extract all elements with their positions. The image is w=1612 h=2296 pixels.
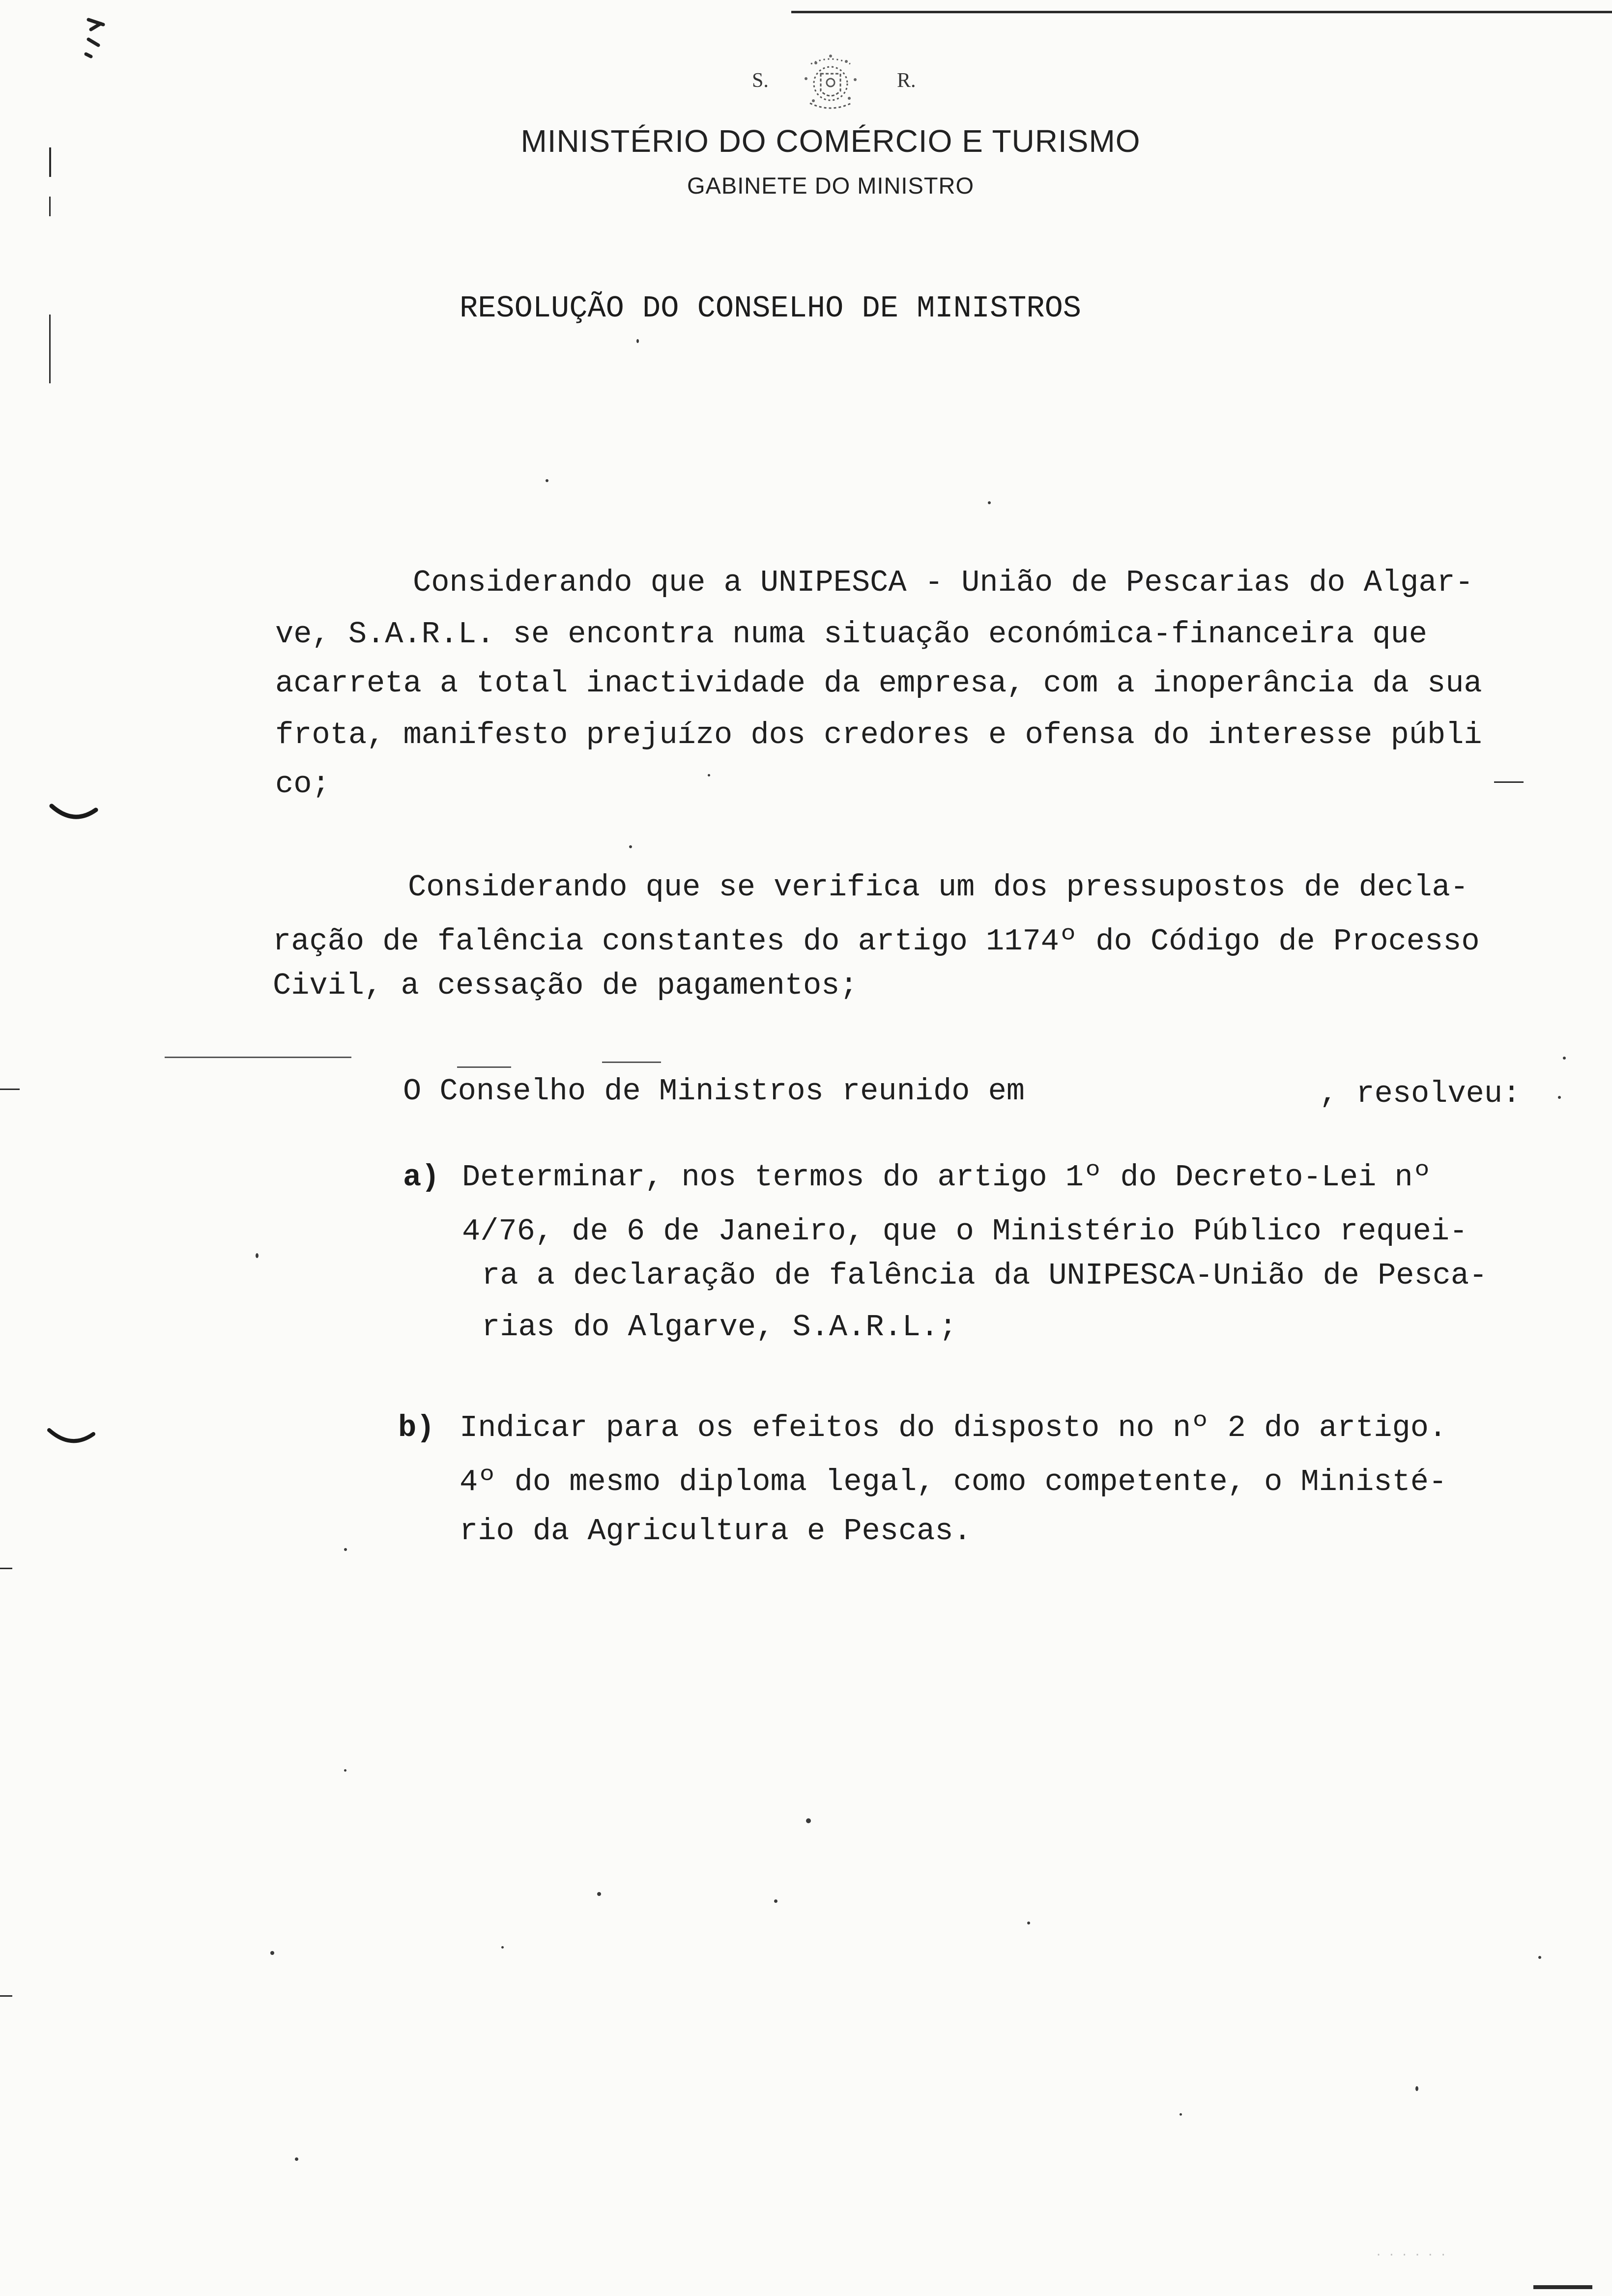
speck (597, 1892, 601, 1896)
emblem-left-letter: S. (752, 69, 769, 92)
speck (1563, 1057, 1566, 1060)
speck (708, 774, 710, 776)
faint-scan-stamp: · · · · · · (1376, 2246, 1448, 2262)
item-line: ra a declaração de falência da UNIPESCA-União de Pesca- (482, 1258, 1488, 1293)
document-title: RESOLUÇÃO DO CONSELHO DE MINISTROS (460, 291, 1082, 326)
paragraph-line: co; (275, 767, 330, 802)
margin-mark (0, 1995, 12, 1997)
item-label: a) (403, 1160, 440, 1195)
paragraph-line: Considerando que se verifica um dos pressupostos de decla- (408, 870, 1468, 905)
paragraph-line: acarreta a total inactividade da empresa, com a inoperância da sua (275, 666, 1482, 701)
item-line: Indicar para os efeitos do disposto no nº 2 do artigo. (460, 1410, 1447, 1445)
coat-of-arms-icon (791, 49, 870, 118)
margin-mark (49, 147, 51, 177)
item-line: rias do Algarve, S.A.R.L.; (482, 1310, 957, 1345)
cabinet-name: GABINETE DO MINISTRO (687, 172, 975, 199)
speck (1027, 1922, 1030, 1924)
scan-line-mark (602, 1062, 661, 1063)
speck (1415, 2086, 1418, 2091)
speck (636, 339, 639, 343)
top-edge-rule (791, 11, 1612, 13)
punch-hole-mark (44, 1425, 98, 1455)
speck (1538, 1956, 1541, 1959)
speck (546, 479, 548, 482)
paragraph-line: Considerando que a UNIPESCA - União de Pescarias do Algar- (413, 565, 1473, 600)
corner-scribble-mark (79, 10, 118, 59)
item-line: 4/76, de 6 de Janeiro, que o Ministério Público requei- (462, 1214, 1468, 1249)
item-line: 4º do mesmo diploma legal, como competente, o Ministé- (460, 1464, 1447, 1499)
speck (270, 1951, 274, 1955)
underline-mark (1494, 781, 1524, 783)
resolution-intro-suffix: , resolveu: (1320, 1076, 1521, 1111)
ministry-name: MINISTÉRIO DO COMÉRCIO E TURISMO (520, 123, 1141, 159)
emblem-right-letter: R. (897, 69, 916, 92)
speck (806, 1818, 811, 1823)
item-line: Determinar, nos termos do artigo 1º do Decreto-Lei nº (462, 1160, 1431, 1195)
margin-mark (49, 197, 51, 216)
speck (1180, 2113, 1182, 2116)
scan-line-mark (457, 1066, 511, 1068)
speck (256, 1253, 259, 1258)
item-line: rio da Agricultura e Pescas. (460, 1514, 972, 1549)
paragraph-line: ve, S.A.R.L. se encontra numa situação económica-financeira que (275, 617, 1427, 652)
speck (344, 1548, 347, 1551)
resolution-intro-text: O Conselho de Ministros reunido em (403, 1074, 1025, 1109)
speck (344, 1769, 346, 1772)
punch-hole-mark (47, 801, 101, 831)
paragraph-line: ração de falência constantes do artigo 1174º do Código de Processo (273, 924, 1480, 959)
paragraph-line: Civil, a cessação de pagamentos; (273, 968, 858, 1003)
speck (295, 2157, 298, 2161)
speck (1558, 1096, 1561, 1099)
corner-mark (1533, 2285, 1592, 2289)
margin-mark (0, 1568, 12, 1569)
scan-line-mark (165, 1057, 351, 1058)
speck (774, 1899, 777, 1903)
speck (629, 845, 632, 848)
paragraph-line: frota, manifesto prejuízo dos credores e ofensa do interesse públi (275, 718, 1482, 752)
speck (501, 1946, 504, 1949)
speck (988, 501, 991, 504)
margin-mark (49, 315, 51, 383)
margin-mark (0, 1089, 20, 1090)
item-label: b) (398, 1410, 435, 1445)
letterhead-emblem-row (727, 49, 934, 123)
